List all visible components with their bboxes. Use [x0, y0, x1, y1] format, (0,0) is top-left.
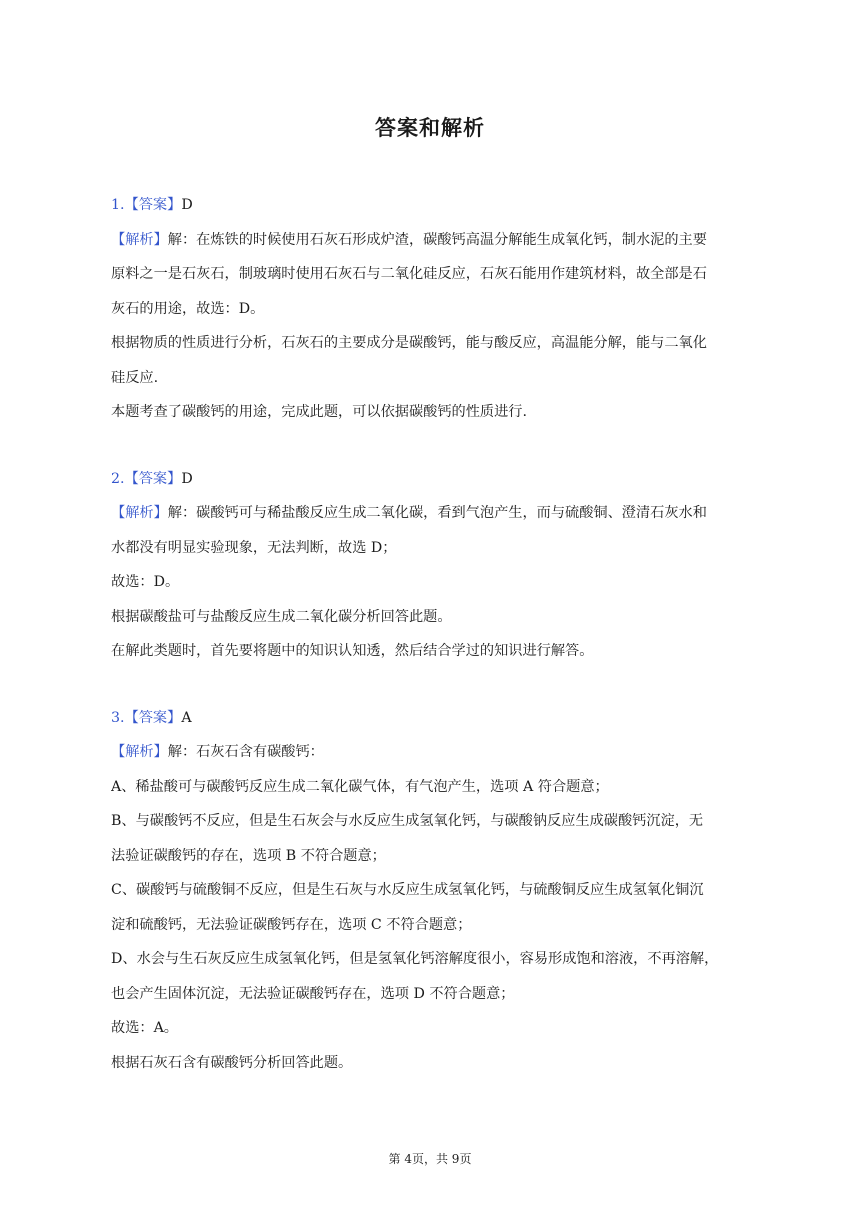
question-number: 2.: [111, 470, 125, 487]
question-block: [111, 188, 751, 430]
analysis-text: 灰石的用途，故选：D。: [111, 300, 265, 317]
analysis-text: A、稀盐酸可与碳酸钙反应生成二氧化碳气体，有气泡产生，选项 A 符合题意；: [111, 778, 609, 795]
analysis-text: 根据碳酸盐可与盐酸反应生成二氧化碳分析回答此题。: [111, 608, 452, 625]
analysis-text: 故选：A。: [111, 1020, 178, 1036]
analysis-text: 硅反应.: [111, 369, 159, 386]
answer-value: D: [181, 470, 193, 487]
analysis-text: 水都没有明显实验现象，无法判断，故选 D；: [111, 539, 397, 556]
answer-line: [111, 188, 751, 223]
page-footer: 第 4页，共 9页: [388, 1152, 472, 1166]
analysis-text: 法验证碳酸钙的存在，选项 B 不符合题意；: [111, 847, 386, 864]
analysis-text: C、碳酸钙与硫酸铜不反应，但是生石灰与水反应生成氢氧化钙，与硫酸铜反应生成氢氧化铜沉: [111, 882, 704, 898]
analysis-text: 故选：D。: [111, 574, 180, 590]
analysis-text: 本题考查了碳酸钙的用途，完成此题，可以依据碳酸钙的性质进行.: [111, 404, 527, 420]
answer-line: [111, 701, 751, 736]
analysis-text: 也会产生固体沉淀，无法验证碳酸钙存在，选项 D 不符合题意；: [111, 985, 515, 1002]
analysis-text: B、与碳酸钙不反应，但是生石灰会与水反应生成氢氧化钙，与碳酸钠反应生成碳酸钙沉淀，无: [111, 813, 704, 829]
question-block: [111, 701, 751, 1081]
question-number: 3.: [111, 709, 125, 726]
analysis-text: 根据物质的性质进行分析，石灰石的主要成分是碳酸钙，能与酸反应，高温能分解，能与二氧化: [111, 335, 707, 351]
analysis-text: 解：碳酸钙可与稀盐酸反应生成二氧化碳，看到气泡产生，而与硫酸铜、澄清石灰水和: [167, 505, 707, 521]
answer-label: 【答案】: [124, 470, 182, 487]
analysis-text: 解：石灰石含有碳酸钙：: [167, 744, 324, 760]
analysis-text: 在解此类题时，首先要将题中的知识认知透，然后结合学过的知识进行解答。: [111, 643, 594, 659]
analysis-label: 【解析】: [111, 505, 168, 521]
analysis-text: 根据石灰石含有碳酸钙分析回答此题。: [111, 1054, 353, 1071]
answer-label: 【答案】: [124, 197, 182, 213]
spacer: [111, 430, 751, 462]
question-block: [111, 462, 751, 669]
answer-value: A: [181, 709, 192, 726]
analysis-label: 【解析】: [111, 744, 168, 760]
analysis-text: 原料之一是石灰石，制玻璃时使用石灰石与二氧化硅反应，石灰石能用作建筑材料，故全部是石: [111, 266, 707, 282]
analysis-line: [111, 223, 751, 258]
answer-value: D: [181, 197, 193, 213]
analysis-text: 解：在炼铁的时候使用石灰石形成炉渣，碳酸钙高温分解能生成氧化钙，制水泥的主要: [167, 231, 707, 248]
analysis-text: D、水会与生石灰反应生成氢氧化钙，但是氢氧化钙溶解度很小，容易形成饱和溶液，不再溶解，: [111, 951, 719, 967]
analysis-line: [111, 496, 751, 531]
answers-section: [111, 188, 751, 1080]
page-title: 答案和解析: [375, 116, 485, 140]
analysis-label: 【解析】: [111, 231, 168, 248]
answer-line: [111, 462, 751, 497]
analysis-line: [111, 735, 751, 770]
analysis-text: 淀和硫酸钙，无法验证碳酸钙存在，选项 C 不符合题意；: [111, 916, 472, 933]
question-number: 1.: [111, 197, 125, 213]
spacer: [111, 669, 751, 701]
answer-label: 【答案】: [124, 709, 182, 726]
